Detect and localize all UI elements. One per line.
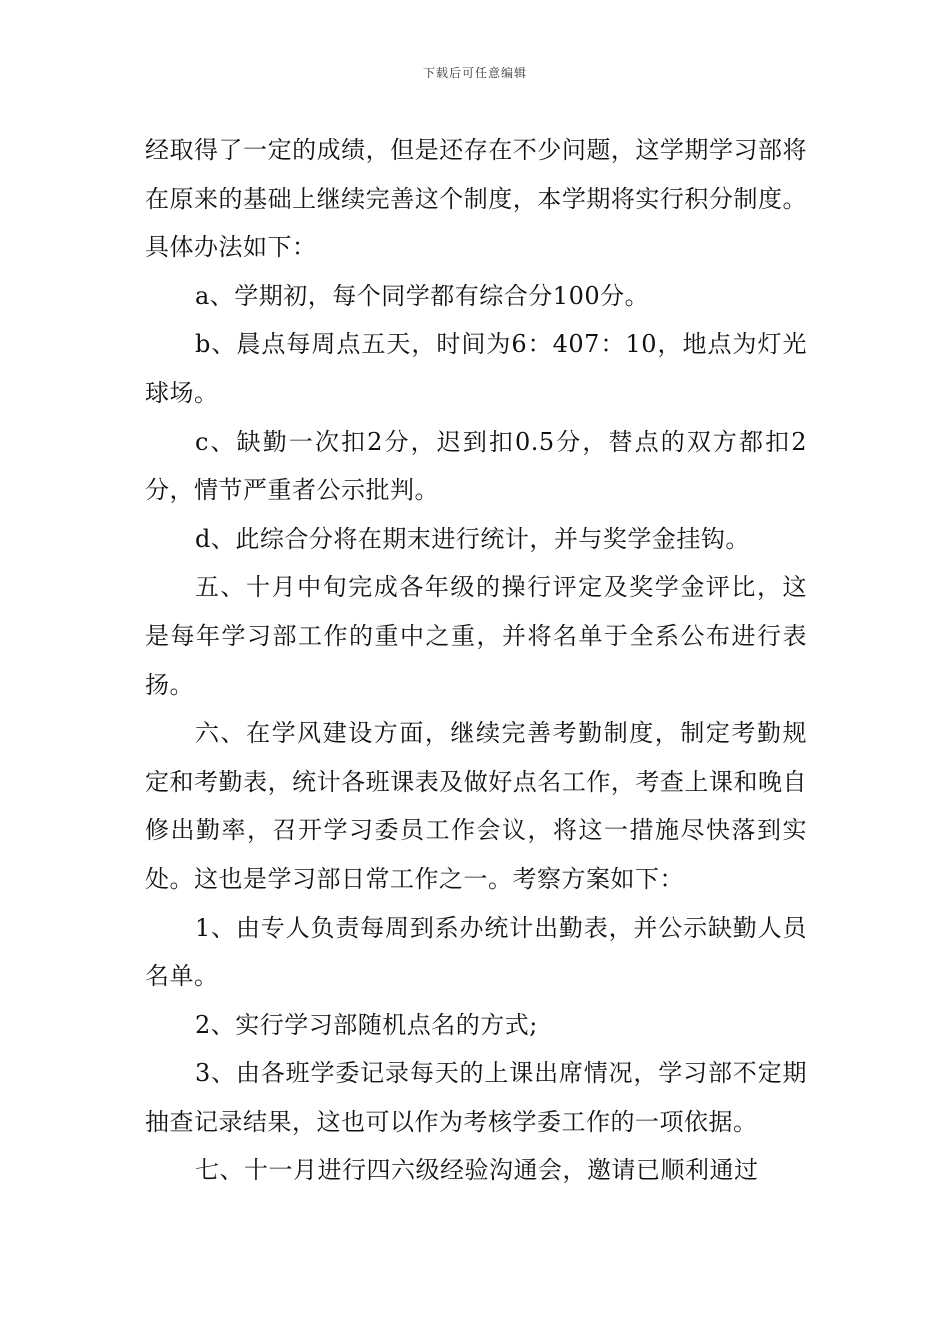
- document-body: [145, 126, 807, 1195]
- paragraph-item-b: b、晨点每周点五天，时间为6：407：10，地点为灯光球场。: [145, 330, 807, 407]
- paragraph-item-c: c、缺勤一次扣2分，迟到扣0.5分，替点的双方都扣2分，情节严重者公示批判。: [145, 427, 807, 505]
- paragraph-item-d: d、此综合分将在期末进行统计，并与奖学金挂钩。: [195, 524, 750, 553]
- paragraph-item-2: 2、实行学习部随机点名的方式;: [195, 1010, 538, 1039]
- paragraph-item-3: 3、由各班学委记录每天的上课出席情况，学习部不定期抽查记录结果，这也可以作为考核学委工作的一项依据。: [145, 1059, 807, 1136]
- paragraph-section-five: 五、十月中旬完成各年级的操行评定及奖学金评比，这是每年学习部工作的重中之重，并将名单于全系公布进行表扬。: [145, 573, 807, 699]
- paragraph-section-seven: 七、十一月进行四六级经验沟通会，邀请已顺利通过: [195, 1156, 759, 1185]
- paragraph-section-six: 六、在学风建设方面，继续完善考勤制度，制定考勤规定和考勤表，统计各班课表及做好点名工作，考查上课和晚自修出勤率，召开学习委员工作会议，将这一措施尽快落到实处。这也是学习部日常工作之一。考察方案如下：: [145, 719, 807, 893]
- page-header: 下载后可任意编辑: [422, 66, 527, 80]
- paragraph-scoring-system: 经取得了一定的成绩，但是还存在不少问题，这学期学习部将在原来的基础上继续完善这个制度，本学期将实行积分制度。具体办法如下：: [145, 136, 807, 262]
- paragraph-item-1: 1、由专人负责每周到系办统计出勤表，并公示缺勤人员名单。: [145, 913, 807, 991]
- paragraph-item-a: a、学期初，每个同学都有综合分100分。: [195, 281, 650, 310]
